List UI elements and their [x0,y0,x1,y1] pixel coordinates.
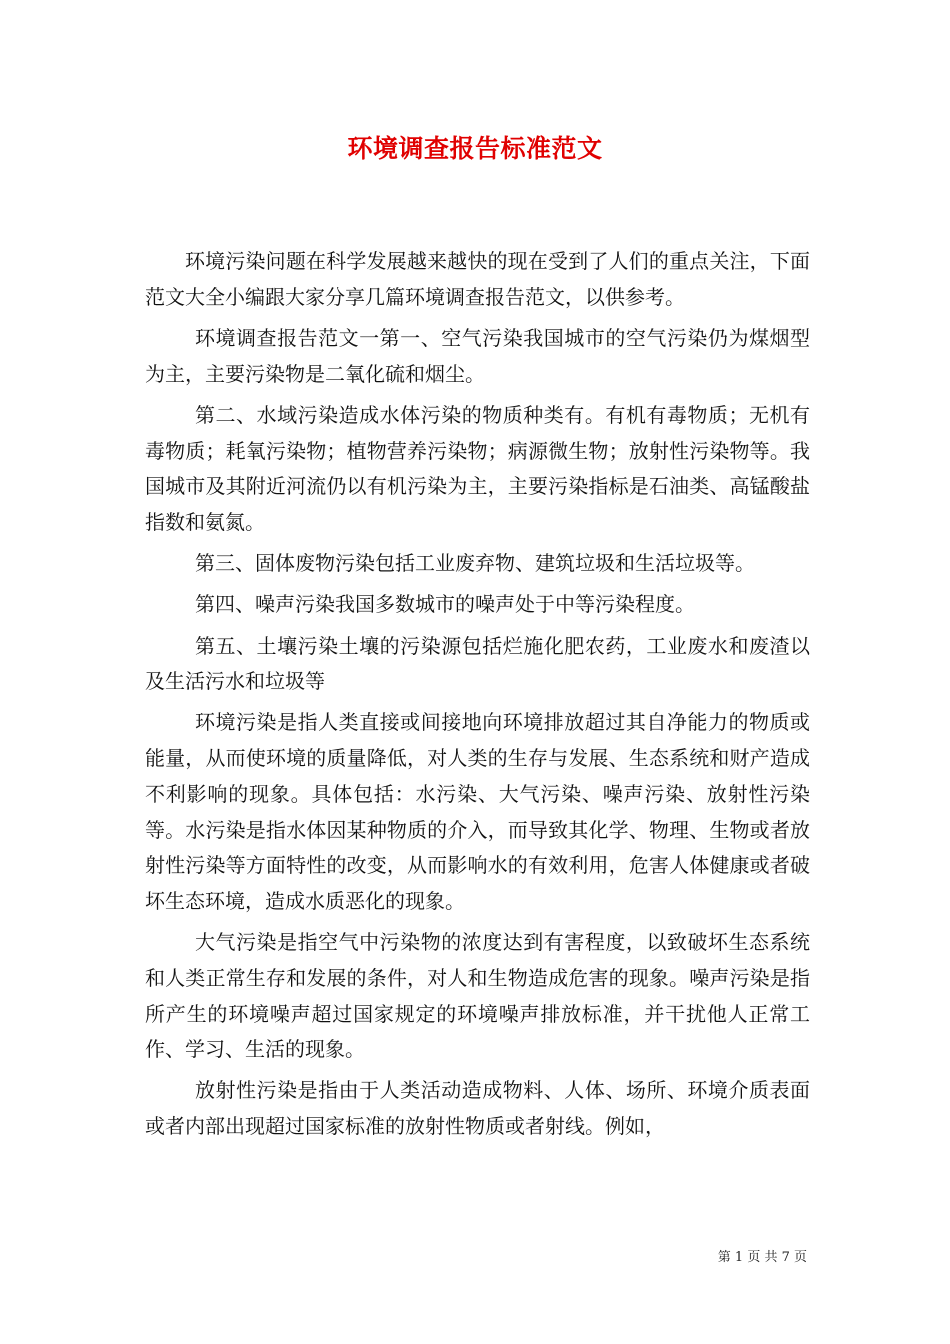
paragraph-noise-pollution: 第四、噪声污染我国多数城市的噪声处于中等污染程度。 [195,592,695,617]
paragraph-radioactive-definition: 放射性污染是指由于人类活动造成物料、人体、场所、环境介质表面或者内部出现超过国家标准的放射性物质或者射线。例如， [145,1078,810,1139]
paragraph-water-pollution: 第二、水域污染造成水体污染的物质种类有。有机有毒物质；无机有毒物质；耗氧污染物；植物营养污染物；病源微生物；放射性污染物等。我国城市及其附近河流仍以有机污染为主，主要污染指标是石油类、高锰酸盐指数和氨氮。 [145,402,810,534]
paragraph-soil-pollution: 第五、土壤污染土壤的污染源包括烂施化肥农药，工业废水和废渣以及生活污水和垃圾等 [145,633,810,694]
document-body [145,244,810,1150]
paragraph-solid-waste: 第三、固体废物污染包括工业废弃物、建筑垃圾和生活垃圾等。 [195,551,755,576]
paragraph-intro: 环境污染问题在科学发展越来越快的现在受到了人们的重点关注，下面范文大全小编跟大家分享几篇环境调查报告范文，以供参考。 [145,249,810,309]
page-number: 第 1 页 共 7 页 [717,1250,807,1265]
paragraph-air-noise-definition: 大气污染是指空气中污染物的浓度达到有害程度，以致破坏生态系统和人类正常生存和发展的条件，对人和生物造成危害的现象。噪声污染是指所产生的环境噪声超过国家规定的环境噪声排放标准，并干扰他人正常工作、学习、生活的现象。 [145,930,810,1062]
paragraph-environment-pollution-definition: 环境污染是指人类直接或间接地向环境排放超过其自净能力的物质或能量，从而使环境的质量降低，对人类的生存与发展、生态系统和财产造成不利影响的现象。具体包括：水污染、大气污染、噪声污染、放射性污染等。水污染是指水体因某种物质的介入，而导致其化学、物理、生物或者放射性污染等方面特性的改变，从而影响水的有效利用，危害人体健康或者破坏生态环境，造成水质恶化的现象。 [145,710,810,913]
document-title: 环境调查报告标准范文 [347,134,603,163]
paragraph-air-pollution: 环境调查报告范文一第一、空气污染我国城市的空气污染仍为煤烟型为主，主要污染物是二氧化硫和烟尘。 [145,325,810,386]
